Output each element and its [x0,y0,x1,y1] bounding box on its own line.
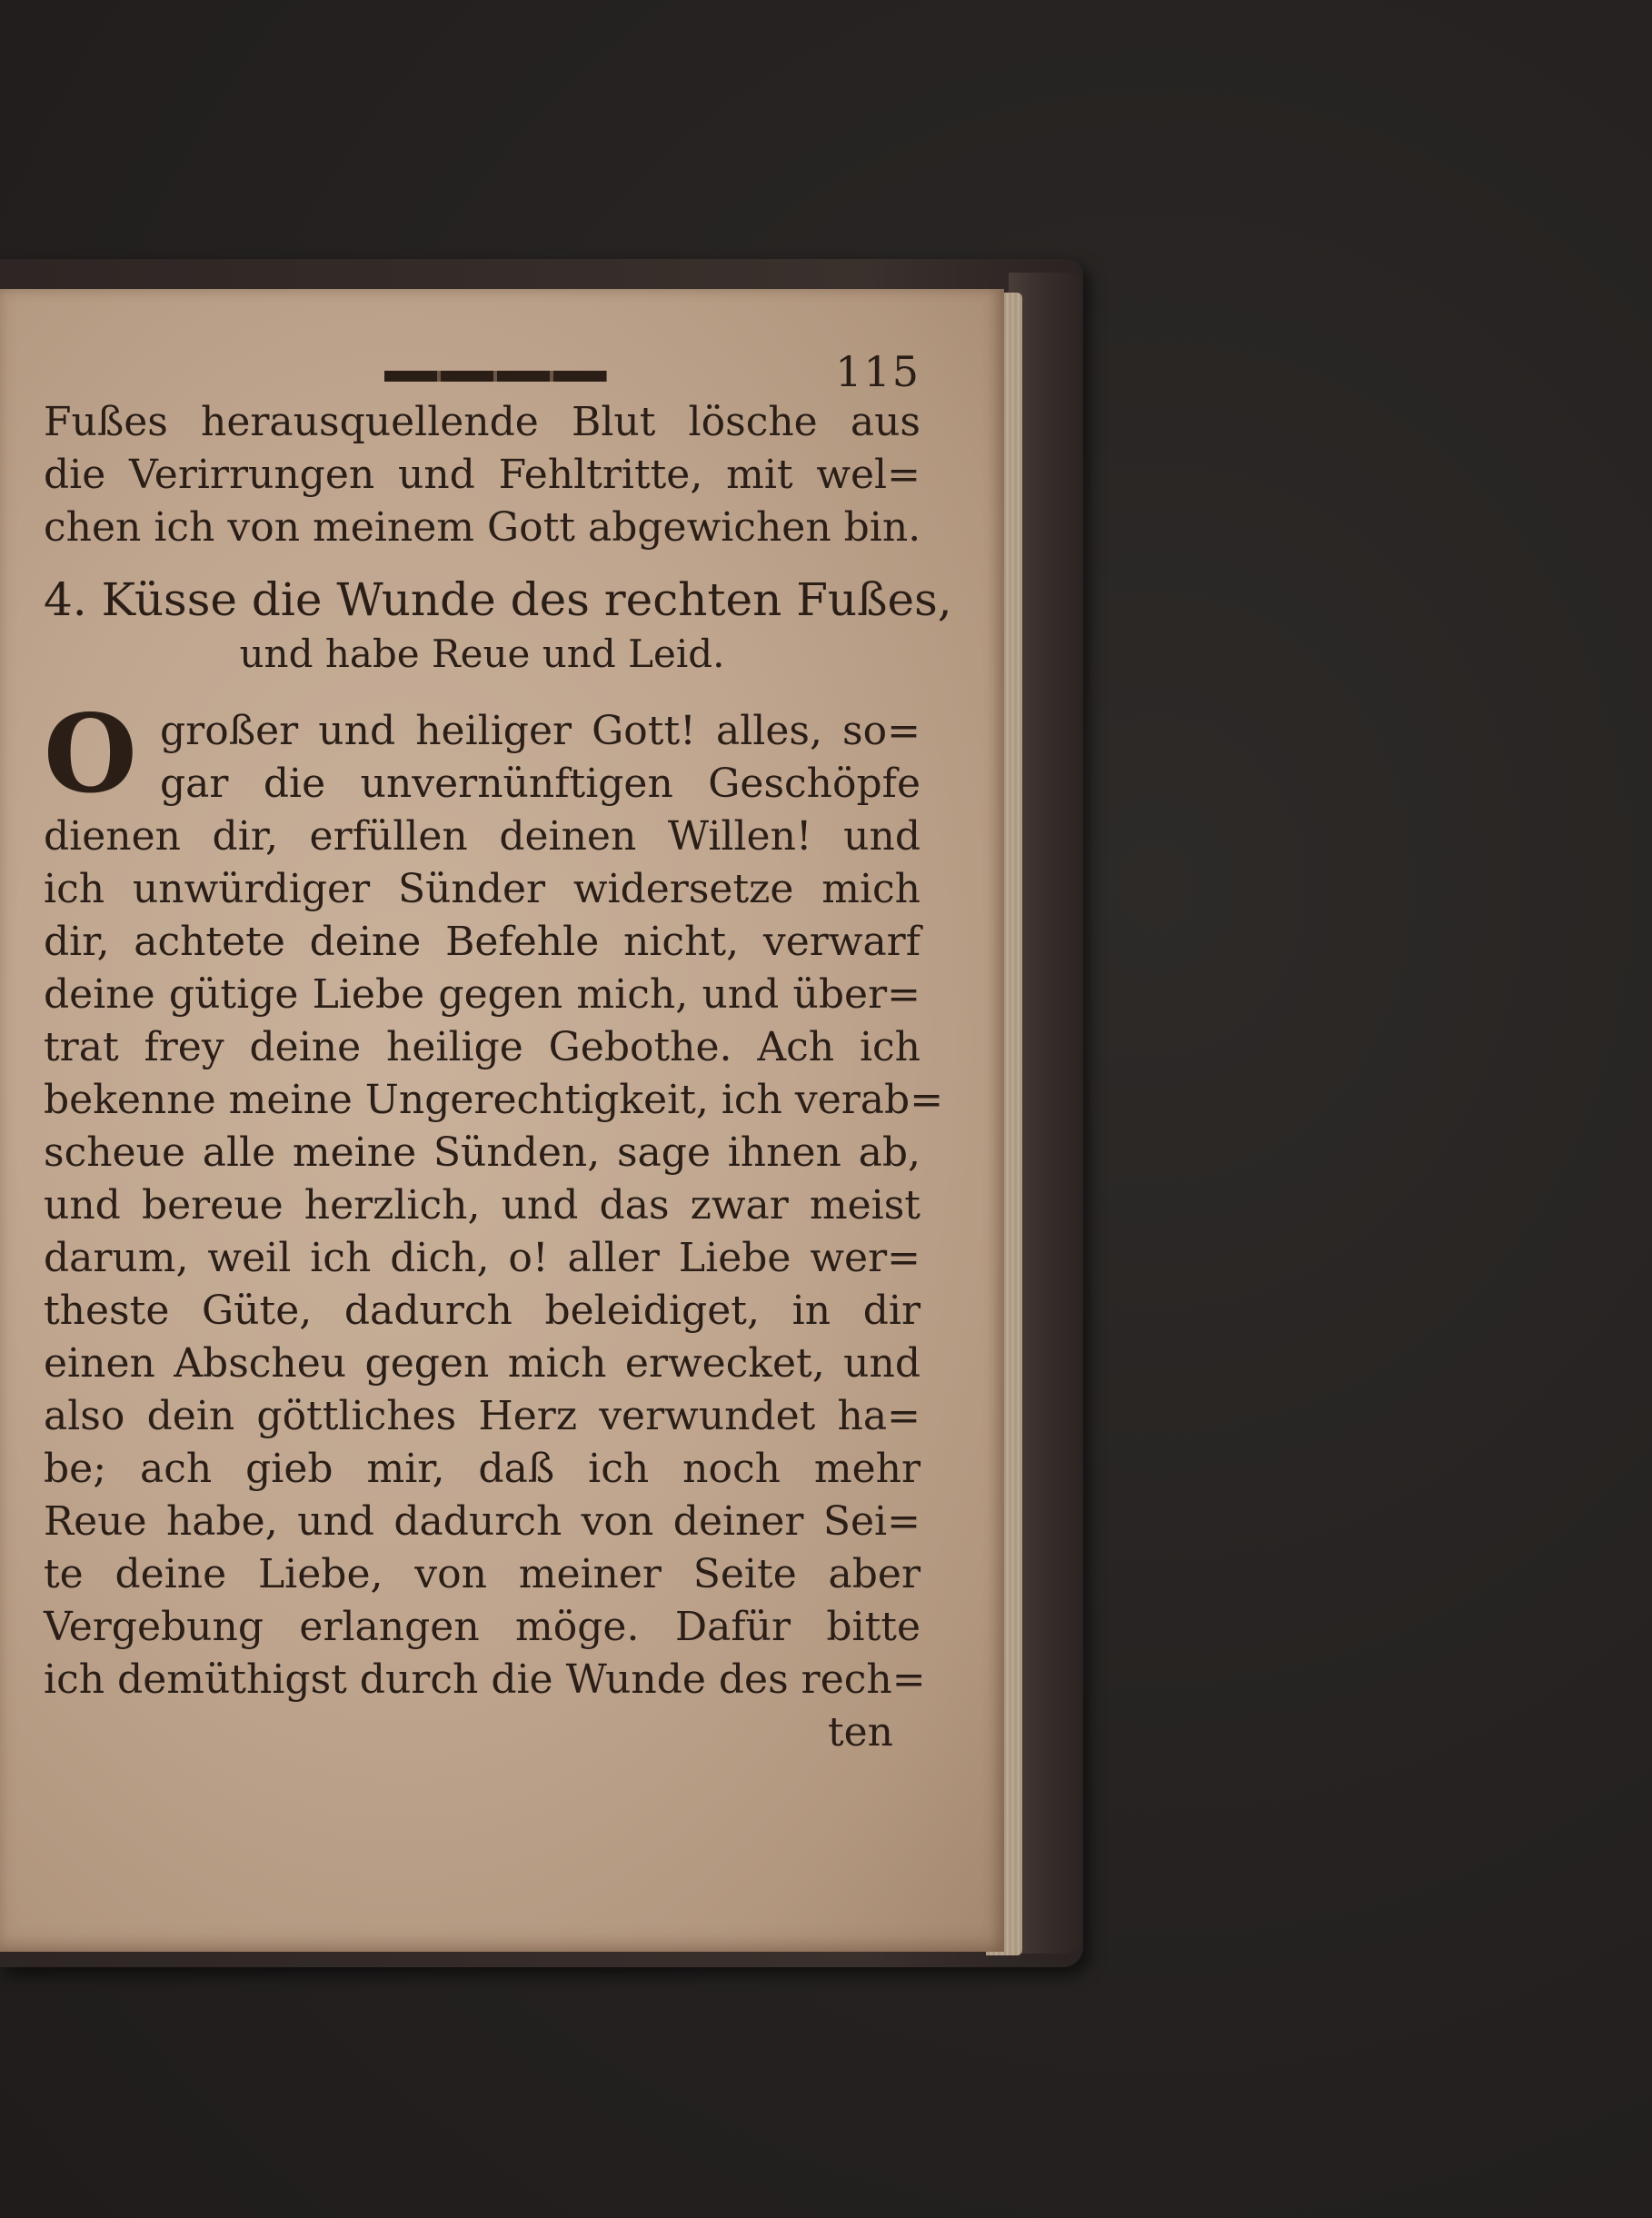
heading-line-1: 4. Küsse die Wunde des rechten Fußes, [44,573,952,626]
text-line: bekenne meine Ungerechtigkeit, ich verab= [44,1077,944,1123]
text-line: Reue habe, und dadurch von deiner Sei= [44,1498,921,1545]
top-paragraph [44,396,921,554]
catchword: ten [827,1709,893,1756]
book-page [0,289,1004,1952]
section-heading [44,572,952,681]
prayer-paragraph [44,691,944,1759]
heading-line-2: und habe Reue und Leid. [239,632,725,676]
text-line: darum, weil ich dich, o! aller Liebe wer= [44,1235,921,1281]
text-line: dienen dir, erfüllen deinen Willen! und [44,813,921,860]
drop-cap: O [44,691,137,817]
text-line: und bereue herzlich, und das zwar meist [44,1182,921,1228]
text-line: dir, achtete deine Befehle nicht, verwarf [44,919,921,965]
text-line: ich unwürdiger Sünder widersetze mich [44,866,921,912]
text-line: Fußes herausquellende Blut lösche aus [44,399,921,445]
text-line: deine gütige Liebe gegen mich, und über= [44,971,921,1018]
text-line: trat frey deine heilige Gebothe. Ach ich [44,1024,921,1070]
text-line: gar die unvernünftigen Geschöpfe [160,761,921,807]
text-line: Vergebung erlangen möge. Dafür bitte [44,1604,921,1650]
text-line: be; ach gieb mir, daß ich noch mehr [44,1446,921,1492]
text-line: ich demüthigst durch die Wunde des rech= [44,1656,926,1703]
text-line: die Verirrungen und Fehltritte, mit wel= [44,452,921,498]
text-line: chen ich von meinem Gott abgewichen bin. [44,504,921,551]
text-line: großer und heiliger Gott! alles, so= [160,708,921,754]
text-line: einen Abscheu gegen mich erwecket, und [44,1340,921,1387]
page-text-block [44,347,952,1759]
text-line: also dein göttliches Herz verwundet ha= [44,1393,921,1439]
text-line: scheue alle meine Sünden, sage ihnen ab, [44,1129,921,1176]
page-number: 115 [835,347,921,396]
text-line: theste Güte, dadurch beleidiget, in dir [44,1288,921,1334]
text-line: te deine Liebe, von meiner Seite aber [44,1551,921,1597]
page-header [44,347,921,396]
header-ornament [384,371,607,382]
